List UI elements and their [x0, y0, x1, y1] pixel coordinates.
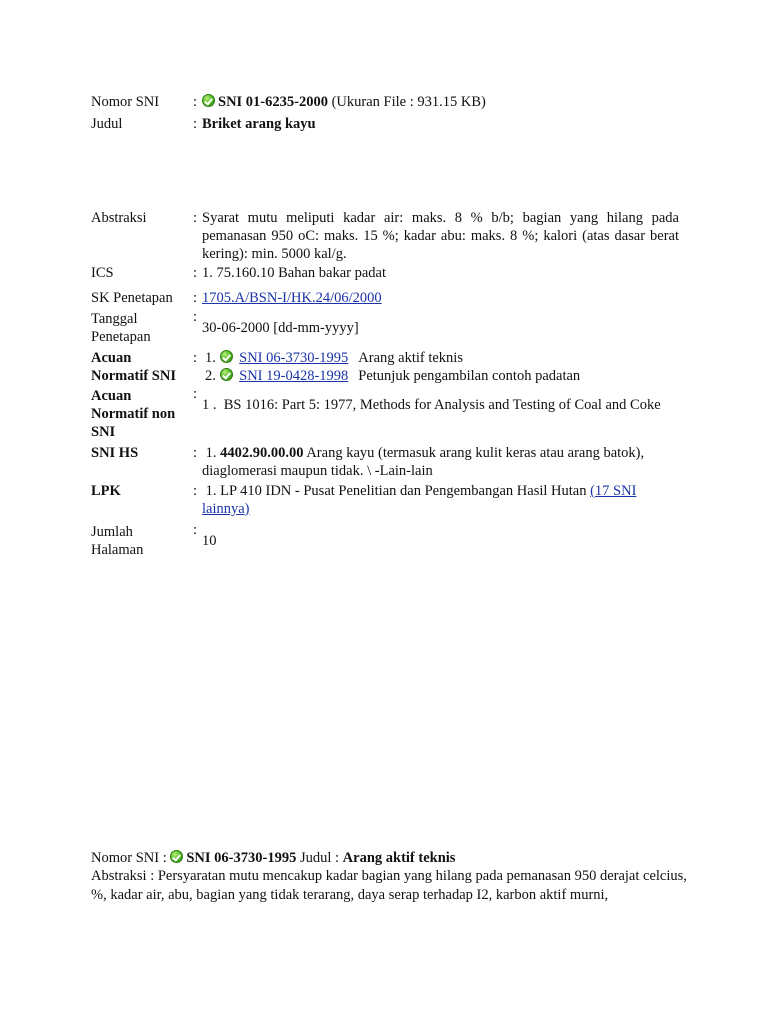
check-circle-icon	[220, 350, 233, 363]
lpk-more-link[interactable]: (17 SNI lainnya)	[202, 483, 637, 517]
value-lpk: 1. LP 410 IDN - Pusat Penelitian dan Pengembangan Hasil Hutan (17 SNI lainnya)	[202, 483, 637, 517]
list-item: 1. SNI 06-3730-1995 Arang aktif teknis	[205, 350, 463, 366]
acuan-sni-list	[205, 349, 682, 385]
colon: :	[193, 445, 198, 461]
colon: :	[193, 94, 198, 110]
second-record-abstraksi: Abstraksi : Persyaratan mutu mencakup kadar bagian yang hilang pada pemanasan 950 derajat celcius, %, kadar air, abu, bagian yang tidak terarang, daya serap terhadap I2, karbon aktif murni,	[91, 868, 687, 903]
label-lpk: LPK	[91, 483, 121, 499]
value-judul: Briket arang kayu	[202, 116, 316, 132]
value-nomor-sni	[202, 93, 679, 111]
label-jumlah-halaman: Jumlah Halaman	[91, 524, 144, 558]
colon: :	[193, 265, 198, 281]
acuan-sni-link-1[interactable]: SNI 06-3730-1995	[239, 350, 349, 366]
value-acuan-non-sni: 1 . BS 1016: Part 5: 1977, Methods for Analysis and Testing of Coal and Coke	[202, 397, 661, 413]
label-tanggal-penetapan: Tanggal Penetapan	[91, 311, 151, 345]
colon: :	[193, 350, 198, 366]
label-acuan-normatif-non-sni: Acuan Normatif non SNI	[91, 388, 176, 440]
acuan-sni-link-2[interactable]: SNI 19-0428-1998	[239, 368, 349, 384]
label-abstraksi: Abstraksi	[91, 210, 147, 226]
second-sni-code: SNI 06-3730-1995	[186, 850, 297, 866]
file-size: (Ukuran File : 931.15 KB)	[331, 94, 486, 110]
colon: :	[193, 309, 198, 325]
second-judul: Arang aktif teknis	[342, 850, 456, 866]
check-circle-icon	[220, 368, 233, 381]
check-circle-icon	[170, 850, 183, 863]
check-circle-icon	[202, 94, 215, 107]
label-ics: ICS	[91, 265, 114, 281]
list-item: 2. SNI 19-0428-1998 Petunjuk pengambilan contoh padatan	[205, 368, 581, 384]
colon: :	[193, 210, 198, 226]
colon: :	[193, 290, 198, 306]
colon: :	[193, 483, 198, 499]
value-ics: 1. 75.160.10 Bahan bakar padat	[202, 265, 387, 281]
sk-penetapan-link[interactable]: 1705.A/BSN-I/HK.24/06/2000	[202, 290, 382, 306]
second-record-title: Nomor SNI : SNI 06-3730-1995 Judul : Arang aktif teknis	[91, 850, 456, 866]
sni-code: SNI 01-6235-2000	[218, 94, 328, 110]
label-acuan-normatif-sni: Acuan Normatif SNI	[91, 350, 176, 384]
label-judul: Judul	[91, 116, 123, 132]
label-sk-penetapan: SK Penetapan	[91, 290, 173, 306]
label-sni-hs: SNI HS	[91, 445, 139, 461]
value-abstraksi: Syarat mutu meliputi kadar air: maks. 8 % b/b; bagian yang hilang pada pemanasan 950 oC: maks. 15 %; kadar abu: maks. 8 %; kalori (atas dasar berat kering): min. 5000 kal/g.	[202, 210, 679, 262]
value-jumlah-halaman: 10	[202, 533, 217, 549]
label-nomor-sni: Nomor SNI	[91, 94, 160, 110]
colon: :	[193, 386, 198, 402]
colon: :	[193, 522, 198, 538]
colon: :	[193, 116, 198, 132]
value-tanggal-penetapan: 30-06-2000 [dd-mm-yyyy]	[202, 320, 359, 336]
value-sni-hs: 1. 4402.90.00.00 Arang kayu (termasuk arang kulit keras atau arang batok), diaglomerasi maupun tidak. \ -Lain-lain	[202, 445, 645, 479]
